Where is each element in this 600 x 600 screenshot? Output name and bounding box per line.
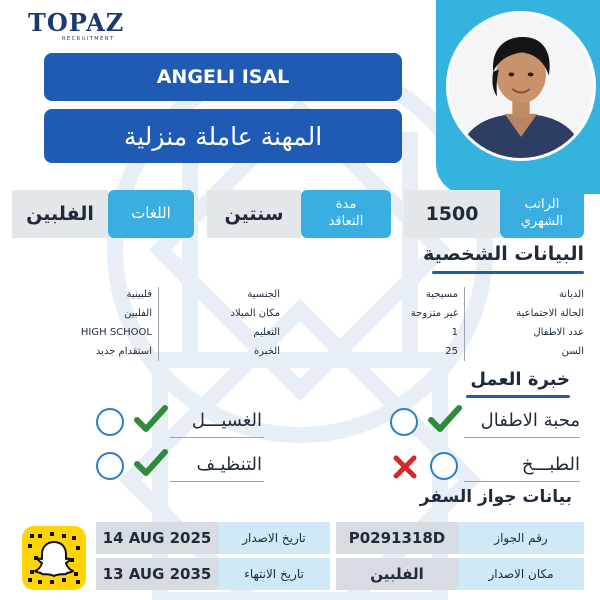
experience-section-underline xyxy=(466,395,570,398)
value-children: 1 xyxy=(451,327,458,338)
contract-value: سنتين xyxy=(207,190,301,238)
candidate-name: ANGELI ISAL xyxy=(44,53,402,101)
contract-label-line1: مدة xyxy=(335,197,357,213)
candidate-profession: المهنة عاملة منزلية xyxy=(44,109,402,163)
passport-issue-place-value: الفلبين xyxy=(336,558,458,590)
candidate-photo xyxy=(446,11,596,161)
label-experience: الخبرة xyxy=(253,346,280,357)
value-experience: استقدام جديد xyxy=(95,346,152,357)
salary-value: 1500 xyxy=(404,190,500,238)
value-marital-status: غير متزوجة xyxy=(410,308,458,319)
salary-label-line1: الراتب xyxy=(524,197,560,213)
label-age: السن xyxy=(561,346,584,357)
snapchat-icon xyxy=(35,542,73,576)
skill-circle-cooking xyxy=(430,452,458,480)
check-icon xyxy=(134,404,168,434)
personal-right-divider xyxy=(464,287,465,361)
skill-circle-cleaning xyxy=(96,452,124,480)
value-birthplace: الفلبين xyxy=(124,308,152,319)
label-religion: الديانة xyxy=(558,289,584,300)
languages-label: اللغات xyxy=(108,190,194,238)
passport-expiry-label: تاريخ الانتهاء xyxy=(218,558,330,590)
experience-section-title: خبرة العمل xyxy=(470,369,570,390)
cross-icon xyxy=(390,452,420,482)
check-icon xyxy=(134,448,168,478)
personal-left-divider xyxy=(158,287,159,361)
value-age: 25 xyxy=(445,346,458,357)
contract-label xyxy=(301,190,391,238)
skill-underline-cooking xyxy=(464,481,580,482)
passport-section-title: بيانات جواز السفر xyxy=(419,487,572,507)
label-marital-status: الحالة الاجتماعية xyxy=(516,308,584,319)
label-nationality: الجنسية xyxy=(247,289,280,300)
salary-label-line2: الشهري xyxy=(520,214,564,229)
topaz-logo xyxy=(28,8,138,44)
languages-stat xyxy=(12,190,194,238)
value-education: HIGH SCHOOL xyxy=(80,327,152,338)
skill-label-cooking: الطبـــخ xyxy=(521,454,580,475)
skill-underline-washing xyxy=(170,437,264,438)
personal-right-labels xyxy=(470,285,584,361)
languages-value: الفلبين xyxy=(12,190,108,238)
personal-section-underline xyxy=(432,271,584,274)
skill-label-cleaning: التنظيـف xyxy=(196,454,262,475)
personal-left-labels xyxy=(170,285,280,361)
passport-number-value: P0291318D xyxy=(336,522,458,554)
snapchat-qr-code[interactable] xyxy=(22,526,86,590)
passport-issue-date-value: 14 AUG 2025 xyxy=(96,522,218,554)
contract-stat xyxy=(207,190,391,238)
skill-underline-childcare xyxy=(464,437,580,438)
personal-section-title: البيانات الشخصية xyxy=(423,243,584,265)
label-birthplace: مكان الميلاد xyxy=(230,308,280,319)
personal-right-values xyxy=(382,285,458,361)
skill-label-washing: الغسيـــل xyxy=(191,410,262,431)
salary-stat xyxy=(404,190,584,238)
personal-left-values xyxy=(60,285,152,361)
skill-circle-washing xyxy=(96,408,124,436)
skill-circle-childcare xyxy=(390,408,418,436)
logo-subtitle: RECRUITMENT xyxy=(62,36,115,42)
passport-expiry-value: 13 AUG 2035 xyxy=(96,558,218,590)
passport-issue-place-label: مكان الاصدار xyxy=(458,558,584,590)
skill-underline-cleaning xyxy=(170,481,264,482)
passport-number-label: رقم الجواز xyxy=(458,522,584,554)
value-nationality: فلبينية xyxy=(126,289,152,300)
logo-text: TOPAZ xyxy=(28,8,125,37)
passport-issue-date-label: تاريخ الاصدار xyxy=(218,522,330,554)
check-icon xyxy=(428,404,462,434)
label-children: عدد الاطفال xyxy=(533,327,584,338)
contract-label-line2: التعاقد xyxy=(328,214,364,229)
skill-label-childcare: محبة الاطفال xyxy=(480,410,580,431)
label-education: التعليم xyxy=(253,327,280,338)
value-religion: مسيحية xyxy=(425,289,458,300)
salary-label xyxy=(500,190,584,238)
